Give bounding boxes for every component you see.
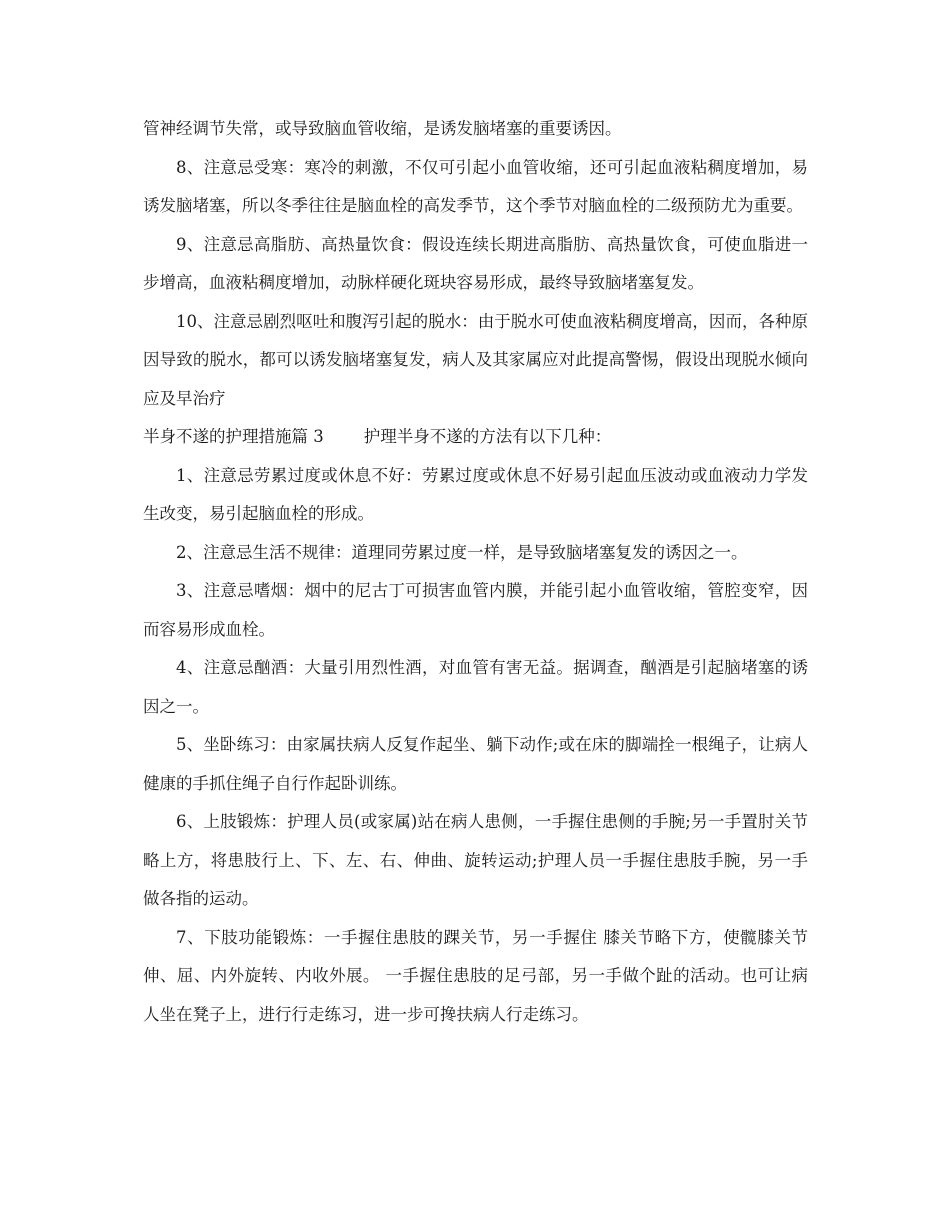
paragraph-item-9: 9、注意忌高脂肪、高热量饮食：假设连续长期进高脂肪、高热量饮食，可使血脂进一步增高，血液粘稠度增加，动脉样硬化斑块容易形成，最终导致脑堵塞复发。 [143, 234, 808, 292]
paragraph-item-7: 7、下肢功能锻炼：一手握住患肢的踝关节，另一手握住 膝关节略下方，使髋膝关节伸、屈、内外旋转、内收外展。 一手握住患肢的足弓部，另一手做个趾的活动。也可让病人坐在凳子上，进行行走练习，进一步可搀扶病人行走练习。 [143, 927, 808, 1024]
document-body [143, 110, 808, 1034]
paragraph-item-1: 1、注意忌劳累过度或休息不好：劳累过度或休息不好易引起血压波动或血液动力学发生改变，易引起脑血栓的形成。 [143, 465, 808, 523]
paragraph-continuation: 管神经调节失常，或导致脑血管收缩，是诱发脑堵塞的重要诱因。 [143, 119, 622, 138]
section-heading [143, 418, 808, 457]
paragraph-item-4: 4、注意忌酗酒：大量引用烈性酒，对血管有害无益。据调查，酗酒是引起脑堵塞的诱因之一。 [143, 658, 808, 716]
paragraph-item-6: 6、上肢锻炼：护理人员(或家属)站在病人患侧，一手握住患侧的手腕;另一手置肘关节略上方，将患肢行上、下、左、右、伸曲、旋转运动;护理人员一手握住患肢手腕，另一手做各指的运动。 [143, 812, 808, 908]
section-intro: 护理半身不遂的方法有以下几种： [363, 427, 612, 446]
paragraph-item-3: 3、注意忌嗜烟：烟中的尼古丁可损害血管内膜，并能引起小血管收缩，管腔变窄，因而容易形成血栓。 [143, 581, 808, 639]
paragraph-item-2: 2、注意忌生活不规律：道理同劳累过度一样，是导致脑堵塞复发的诱因之一。 [176, 542, 748, 562]
section-title: 半身不遂的护理措施篇 3 [143, 427, 324, 446]
paragraph-item-10: 10、注意忌剧烈呕吐和腹泻引起的脱水：由于脱水可使血液粘稠度增高，因而，各种原因导致的脱水，都可以诱发脑堵塞复发，病人及其家属应对此提高警惕，假设出现脱水倾向应及早治疗 [143, 311, 808, 408]
paragraph-item-5: 5、坐卧练习：由家属扶病人反复作起坐、躺下动作;或在床的脚端拴一根绳子，让病人健康的手抓住绳子自行作起卧训练。 [143, 735, 808, 793]
paragraph-item-8: 8、注意忌受寒：寒冷的刺激，不仅可引起小血管收缩，还可引起血液粘稠度增加，易诱发脑堵塞，所以冬季往往是脑血栓的高发季节，这个季节对脑血栓的二级预防尤为重要。 [143, 157, 808, 215]
